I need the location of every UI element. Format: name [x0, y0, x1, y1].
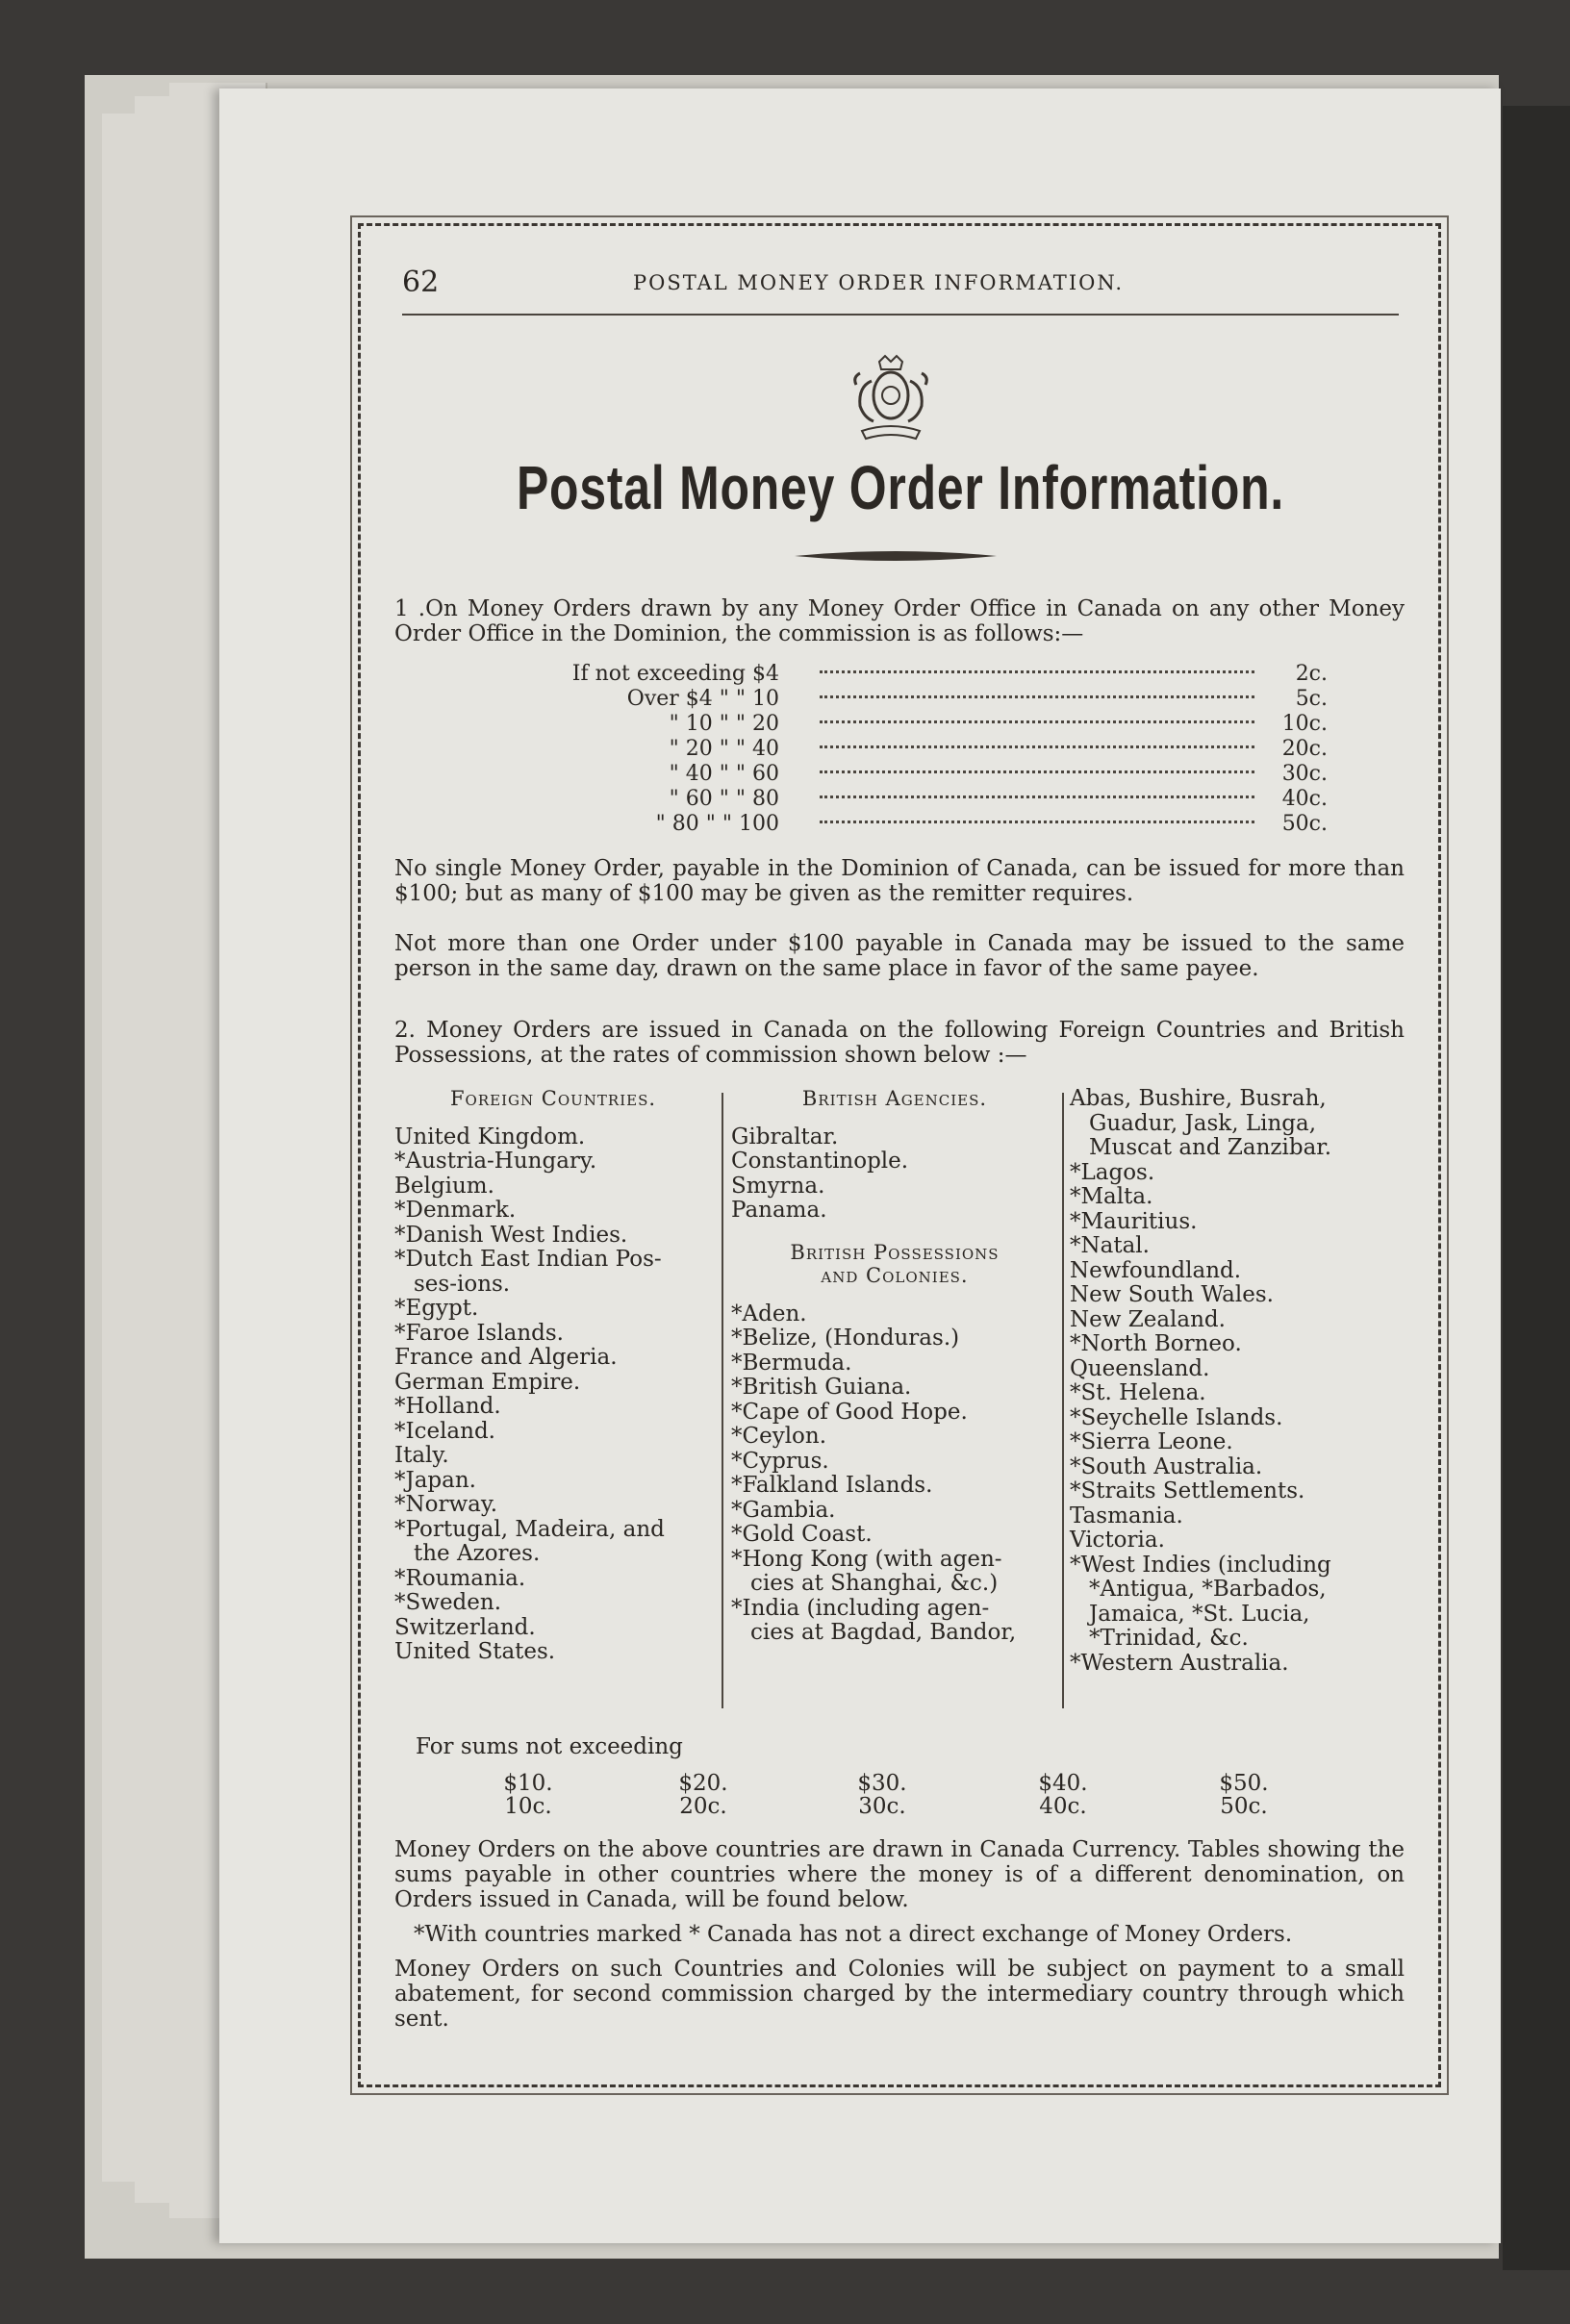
page-header	[402, 262, 1399, 316]
rate-commission: 10c.	[1281, 712, 1328, 736]
rate-row	[462, 787, 1328, 812]
page-title: Postal Money Order Information.	[516, 453, 1285, 522]
list-item: *Japan.	[394, 1467, 476, 1493]
rate-commission: 5c.	[1295, 687, 1328, 711]
abatement-note: Money Orders on such Countries and Colonies will be subject on payment to a small abatement, for second commission charged by the intermediary country through which sent.	[394, 1957, 1405, 2032]
list-item: Panama.	[731, 1198, 827, 1223]
list-item: *South Australia.	[1070, 1453, 1263, 1479]
rate-row	[462, 662, 1328, 687]
list-item: cies at Bagdad, Bandor,	[750, 1620, 1017, 1645]
list-item: France and Algeria.	[394, 1345, 618, 1370]
list-item: *Lagos.	[1070, 1159, 1155, 1185]
sum-column	[485, 1772, 571, 1818]
list-item: Switzerland.	[394, 1614, 536, 1640]
british-agencies-list	[731, 1125, 1058, 1224]
list-item: *Cape of Good Hope.	[731, 1399, 968, 1425]
sum-column	[1020, 1772, 1106, 1818]
list-item: New South Wales.	[1070, 1282, 1274, 1307]
foreign-countries-heading: Foreign Countries.	[449, 1087, 657, 1110]
rate-label: " 60 " " 80	[669, 787, 779, 811]
list-item: *Danish West Indies.	[394, 1222, 628, 1248]
list-item: *Hong Kong (with agen-	[731, 1546, 1002, 1572]
list-item: *Faroe Islands.	[394, 1320, 564, 1346]
sum-amount: $10.	[503, 1771, 553, 1796]
rate-row	[462, 737, 1328, 762]
list-item: Abas, Bushire, Busrah,	[1070, 1086, 1327, 1111]
list-item: *West Indies (including	[1070, 1552, 1331, 1578]
dot-leader	[820, 770, 1254, 773]
rate-label: Over $4 " " 10	[626, 687, 779, 711]
rate-row	[462, 812, 1328, 837]
list-item: Smyrna.	[731, 1173, 825, 1199]
rate-label: If not exceeding $4	[571, 662, 779, 686]
list-item: Belgium.	[394, 1173, 494, 1199]
section-2-intro: 2. Money Orders are issued in Canada on the following Foreign Countries and British Possessions, at the rates of commission shown below :—	[394, 1018, 1405, 1068]
british-possessions-column-continued	[1070, 1087, 1406, 1676]
list-item: Victoria.	[1070, 1528, 1165, 1553]
list-item: *Falkland Islands.	[731, 1473, 933, 1498]
rate-label: " 10 " " 20	[669, 712, 779, 736]
rate-commission: 2c.	[1295, 662, 1328, 686]
column-divider	[722, 1093, 723, 1708]
sum-amount: $40.	[1038, 1771, 1088, 1796]
rate-row	[462, 712, 1328, 737]
list-item: *Iceland.	[394, 1418, 495, 1444]
list-item: *Bermuda.	[731, 1350, 852, 1376]
list-item: Guadur, Jask, Linga,	[1089, 1110, 1317, 1136]
book-spine	[1503, 106, 1570, 2270]
list-item: Newfoundland.	[1070, 1257, 1242, 1283]
list-item: Gibraltar.	[731, 1124, 839, 1149]
list-item: *Gold Coast.	[731, 1522, 873, 1547]
list-item: *North Borneo.	[1070, 1331, 1242, 1356]
list-item: Jamaica, *St. Lucia,	[1089, 1601, 1310, 1627]
sum-column	[839, 1772, 925, 1818]
list-item: *Sweden.	[394, 1590, 502, 1615]
rate-commission: 30c.	[1281, 762, 1328, 786]
list-item: *Straits Settlements.	[1070, 1478, 1305, 1503]
british-possessions-heading	[731, 1241, 1058, 1287]
list-item: German Empire.	[394, 1369, 581, 1395]
sum-commission: 30c.	[858, 1794, 906, 1819]
list-item: *Portugal, Madeira, and	[394, 1516, 665, 1542]
currency-note: Money Orders on the above countries are drawn in Canada Currency. Tables showing the sums payable in other countries where the money is of a different denomination, on Orders issued in Canada, will be found below.	[394, 1837, 1405, 1912]
list-item: *Gambia.	[731, 1497, 836, 1523]
sum-amount: $50.	[1219, 1771, 1269, 1796]
list-item: *Sierra Leone.	[1070, 1429, 1233, 1454]
list-item: *Roumania.	[394, 1565, 526, 1591]
royal-crest-icon	[843, 352, 939, 448]
page-number: 62	[402, 265, 440, 299]
british-possessions-list-continued	[1070, 1087, 1406, 1676]
list-item: Italy.	[394, 1443, 449, 1468]
british-agencies-heading: British Agencies.	[801, 1087, 988, 1110]
list-item: cies at Shanghai, &c.)	[750, 1571, 999, 1596]
list-item: United States.	[394, 1639, 556, 1664]
dot-leader	[820, 821, 1254, 823]
asterisk-note: *With countries marked * Canada has not a direct exchange of Money Orders.	[414, 1922, 1293, 1947]
rate-label: " 20 " " 40	[669, 737, 779, 761]
list-item: Muscat and Zanzibar.	[1089, 1135, 1332, 1160]
list-item: *Ceylon.	[731, 1424, 827, 1449]
rate-commission: 40c.	[1281, 787, 1328, 811]
rate-row	[462, 687, 1328, 712]
sum-commission: 50c.	[1220, 1794, 1268, 1819]
sum-amount: $30.	[857, 1771, 907, 1796]
list-item: *Dutch East Indian Pos-	[394, 1247, 662, 1272]
one-per-day-paragraph: Not more than one Order under $100 payable in Canada may be issued to the same person in the same day, drawn on the same place in favor of the same payee.	[394, 931, 1405, 981]
list-item: *Aden.	[731, 1301, 807, 1326]
running-head: POSTAL MONEY ORDER INFORMATION.	[633, 271, 1125, 294]
dot-leader	[820, 720, 1254, 723]
list-item: *Western Australia.	[1070, 1650, 1289, 1676]
title-ornament-icon	[795, 548, 997, 564]
british-possessions-heading-line-2: and Colonies.	[821, 1263, 969, 1287]
list-item: Tasmania.	[1070, 1503, 1183, 1528]
list-item: *India (including agen-	[731, 1595, 990, 1621]
list-item: *Malta.	[1070, 1184, 1153, 1209]
list-item: *Antigua, *Barbados,	[1089, 1577, 1327, 1602]
list-item: *Egypt.	[394, 1296, 479, 1321]
british-possessions-heading-line-1: British Possessions	[790, 1240, 1000, 1264]
sum-commission: 20c.	[679, 1794, 727, 1819]
section-1-intro: 1 .On Money Orders drawn by any Money Order Office in Canada on any other Money Order Office in the Dominion, the commission is as follows:—	[394, 596, 1405, 646]
list-item: *Austria-Hungary.	[394, 1149, 597, 1174]
rate-row	[462, 762, 1328, 787]
list-item: *Holland.	[394, 1394, 501, 1419]
foreign-countries-column	[394, 1087, 712, 1665]
list-item: *Natal.	[1070, 1233, 1150, 1258]
sum-column	[1201, 1772, 1287, 1818]
rate-label: " 40 " " 60	[669, 762, 779, 786]
list-item: *Trinidad, &c.	[1089, 1626, 1249, 1651]
sums-label: For sums not exceeding	[416, 1734, 683, 1759]
list-item: Queensland.	[1070, 1355, 1210, 1381]
rate-label: " 80 " " 100	[655, 812, 779, 836]
list-item: *Belize, (Honduras.)	[731, 1326, 960, 1351]
limit-paragraph: No single Money Order, payable in the Dominion of Canada, can be issued for more than $100; but as many of $100 may be given as the remitter requires.	[394, 856, 1405, 906]
list-item: United Kingdom.	[394, 1124, 586, 1149]
british-possessions-list	[731, 1302, 1058, 1646]
rate-commission: 50c.	[1281, 812, 1328, 836]
british-agencies-column	[731, 1087, 1058, 1646]
list-item: the Azores.	[414, 1541, 541, 1566]
list-item: *British Guiana.	[731, 1375, 912, 1400]
dot-leader	[820, 796, 1254, 798]
sum-commission: 40c.	[1039, 1794, 1087, 1819]
dot-leader	[820, 670, 1254, 673]
list-item: *Cyprus.	[731, 1448, 829, 1474]
dot-leader	[820, 745, 1254, 748]
list-item: *Denmark.	[394, 1198, 517, 1223]
foreign-countries-list	[394, 1125, 712, 1665]
sum-commission: 10c.	[504, 1794, 552, 1819]
list-item: ses-ions.	[414, 1271, 511, 1297]
sum-column	[660, 1772, 747, 1818]
dot-leader	[820, 695, 1254, 698]
column-divider	[1062, 1093, 1064, 1708]
list-item: New Zealand.	[1070, 1306, 1226, 1332]
list-item: *Seychelle Islands.	[1070, 1404, 1283, 1430]
rate-commission: 20c.	[1281, 737, 1328, 761]
list-item: *Mauritius.	[1070, 1208, 1198, 1234]
list-item: *Norway.	[394, 1492, 498, 1517]
list-item: Constantinople.	[731, 1149, 909, 1174]
list-item: *St. Helena.	[1070, 1380, 1206, 1405]
sum-amount: $20.	[678, 1771, 728, 1796]
